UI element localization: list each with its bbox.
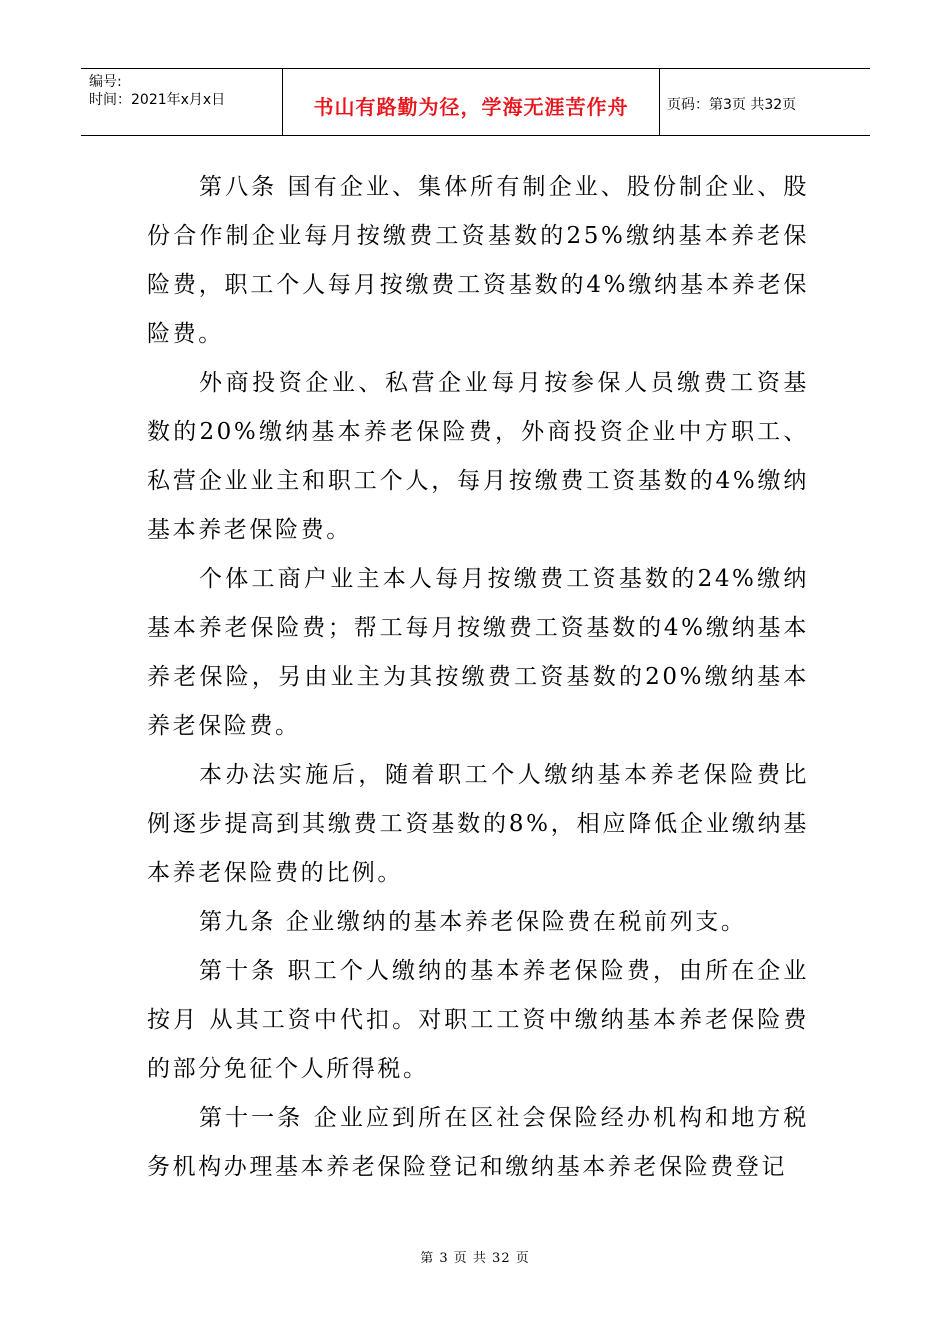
- header-motto-cell: [283, 69, 660, 135]
- header-meta: [81, 69, 283, 135]
- header-page-info-cell: [660, 69, 870, 135]
- page-footer: 第 3 页 共 32 页: [420, 1251, 530, 1266]
- document-body: [147, 163, 809, 1192]
- paragraph: 外商投资企业、私营企业每月按参保人员缴费工资基数的20%缴纳基本养老保险费，外商投资企业中方职工、私营企业业主和职工个人，每月按缴费工资基数的4%缴纳基本养老保险费。: [147, 370, 809, 543]
- paragraph: 第九条 企业缴纳的基本养老保险费在税前列支。: [199, 909, 747, 935]
- header-page-info: 页码：第3页 共32页: [667, 97, 797, 113]
- document-time-label: 时间：2021年x月x日: [89, 92, 226, 108]
- paragraph: 个体工商户业主本人每月按缴费工资基数的24%缴纳基本养老保险费；帮工每月按缴费工资基数的4%缴纳基本养老保险，另由业主为其按缴费工资基数的20%缴纳基本养老保险费。: [147, 566, 809, 739]
- header-motto: 书山有路勤为径，学海无涯苦作舟: [313, 94, 629, 119]
- document-number-label: 编号:: [89, 74, 122, 90]
- paragraph: 第八条 国有企业、集体所有制企业、股份制企业、股份合作制企业每月按缴费工资基数的25%缴纳基本养老保险费，职工个人每月按缴费工资基数的4%缴纳基本养老保险费。: [147, 174, 809, 347]
- paragraph: 第十一条 企业应到所在区社会保险经办机构和地方税务机构办理基本养老保险登记和缴纳基本养老保险费登记: [147, 1105, 809, 1180]
- paragraph: 第十条 职工个人缴纳的基本养老保险费，由所在企业按月 从其工资中代扣。对职工工资中缴纳基本养老保险费的部分免征个人所得税。: [147, 958, 809, 1082]
- paragraph: 本办法实施后，随着职工个人缴纳基本养老保险费比例逐步提高到其缴费工资基数的8%，相应降低企业缴纳基本养老保险费的比例。: [147, 762, 809, 886]
- page-header: [81, 68, 870, 136]
